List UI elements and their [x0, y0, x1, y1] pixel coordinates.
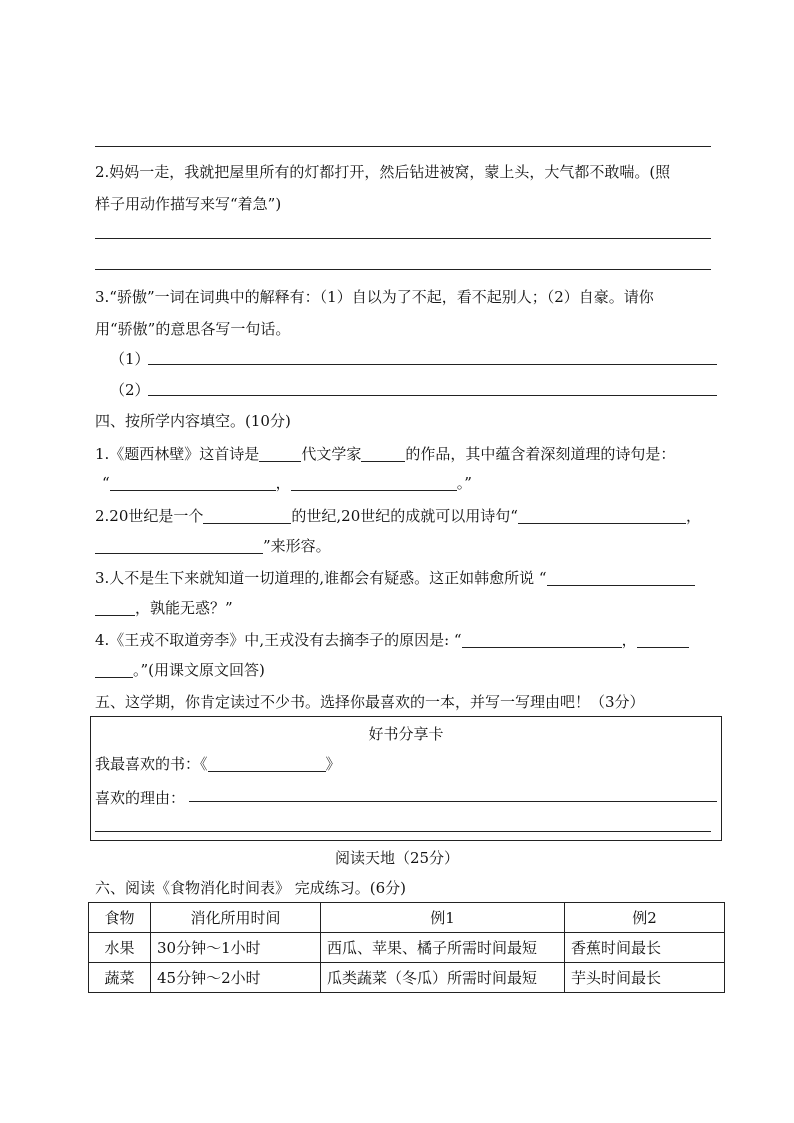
q3-text-b: ，孰能无惑？”	[135, 599, 233, 617]
reason-label: 喜欢的理由：	[95, 789, 186, 807]
blank-poem-2[interactable]	[95, 538, 263, 554]
section-5-heading: 五、这学期，你肯定读过不少书。选择你最喜欢的一本，并写一写理由吧！（3分）	[95, 693, 645, 711]
blank-reason-3[interactable]	[95, 662, 133, 678]
answer-item-1-label: （1）	[110, 350, 150, 368]
answer-line[interactable]	[148, 364, 717, 365]
q1-text-a: 1.《题西林壁》这首诗是	[95, 445, 260, 463]
question-2-text-cont: 样子用动作描写来写“着急”)	[95, 195, 282, 213]
section-4-heading: 四、按所学内容填空。(10分)	[95, 412, 291, 430]
q1-text-c: 的作品，其中蕴含着深刻道理的诗句是：	[405, 445, 676, 463]
q2-text-b: 的世纪,20世纪的成就可以用诗句“	[291, 507, 518, 525]
book-share-card	[90, 716, 722, 841]
blank-verse-1[interactable]	[110, 475, 276, 491]
answer-line[interactable]	[95, 146, 711, 147]
q2-text-a: 2.20世纪是一个	[95, 507, 204, 525]
answer-line[interactable]	[148, 395, 717, 396]
q3-text-a: 3.人不是生下来就知道一切道理的,谁都会有疑惑。这正如韩愈所说 “	[95, 569, 547, 587]
table-row	[89, 933, 725, 963]
header-example-2: 例2	[565, 903, 725, 933]
digestion-table	[88, 902, 725, 993]
blank-century[interactable]	[203, 508, 291, 524]
q1-open-quote: “	[102, 474, 110, 492]
reason-line-2[interactable]	[95, 831, 711, 832]
cell-example-1: 瓜类蔬菜（冬瓜）所需时间最短	[321, 963, 565, 993]
blank-quote-1[interactable]	[547, 570, 695, 586]
q2-text-d: ”来形容。	[263, 537, 331, 555]
q4-text-a: 4.《王戎不取道旁李》中,王戎没有去摘李子的原因是: “	[95, 631, 462, 649]
blank-dynasty[interactable]	[259, 446, 301, 462]
blank-reason-2[interactable]	[637, 632, 689, 648]
blank-author[interactable]	[361, 446, 405, 462]
book-close-bracket: 》	[325, 755, 341, 773]
cell-example-2: 芋头时间最长	[565, 963, 725, 993]
section-4-q4	[95, 629, 689, 650]
cell-time: 30分钟～1小时	[151, 933, 321, 963]
section-4-q1-verse	[102, 472, 472, 493]
section-4-q3	[95, 567, 695, 588]
header-example-1: 例1	[321, 903, 565, 933]
header-food: 食物	[89, 903, 151, 933]
table-header-row	[89, 903, 725, 933]
blank-poem-1[interactable]	[518, 508, 686, 524]
reading-heading: 阅读天地（25分）	[334, 849, 460, 867]
section-6-heading: 六、阅读《食物消化时间表》 完成练习。(6分)	[95, 879, 407, 897]
table-row	[89, 963, 725, 993]
cell-food: 蔬菜	[89, 963, 151, 993]
q2-text-c: ，	[685, 507, 701, 525]
answer-line[interactable]	[95, 238, 711, 239]
question-2-text: 2.妈妈一走，我就把屋里所有的灯都打开，然后钻进被窝，蒙上头，大气都不敢喘。(照	[95, 163, 671, 181]
q4-text-b: ，	[621, 631, 637, 649]
cell-food: 水果	[89, 933, 151, 963]
q1-text-b: 代文学家	[301, 445, 362, 463]
q4-text-c: 。”(用课文原文回答)	[133, 661, 265, 679]
cell-time: 45分钟～2小时	[151, 963, 321, 993]
section-4-q2	[95, 505, 701, 526]
answer-item-2-label: （2）	[110, 381, 150, 399]
blank-verse-2[interactable]	[291, 475, 457, 491]
question-3-text-cont: 用“骄傲”的意思各写一句话。	[95, 320, 291, 338]
section-4-q2-cont	[95, 535, 331, 556]
answer-line[interactable]	[95, 269, 711, 270]
cell-example-1: 西瓜、苹果、橘子所需时间最短	[321, 933, 565, 963]
header-time: 消化所用时间	[151, 903, 321, 933]
q1-close: 。”	[456, 474, 472, 492]
favorite-book-label: 我最喜欢的书：《	[95, 755, 208, 773]
section-4-q3-cont	[95, 597, 233, 618]
cell-example-2: 香蕉时间最长	[565, 933, 725, 963]
book-title-blank[interactable]	[208, 756, 326, 772]
blank-reason-1[interactable]	[462, 632, 622, 648]
section-4-q1	[95, 443, 675, 464]
blank-quote-2[interactable]	[95, 600, 135, 616]
section-4-q4-cont	[95, 659, 265, 680]
question-3-text: 3.“骄傲”一词在词典中的解释有：（1）自以为了不起，看不起别人；（2）自豪。请你	[95, 288, 654, 306]
reason-line-1[interactable]	[189, 801, 717, 802]
card-title: 好书分享卡	[368, 725, 444, 743]
q1-comma: ，	[275, 474, 291, 492]
favorite-book-row	[95, 753, 341, 774]
